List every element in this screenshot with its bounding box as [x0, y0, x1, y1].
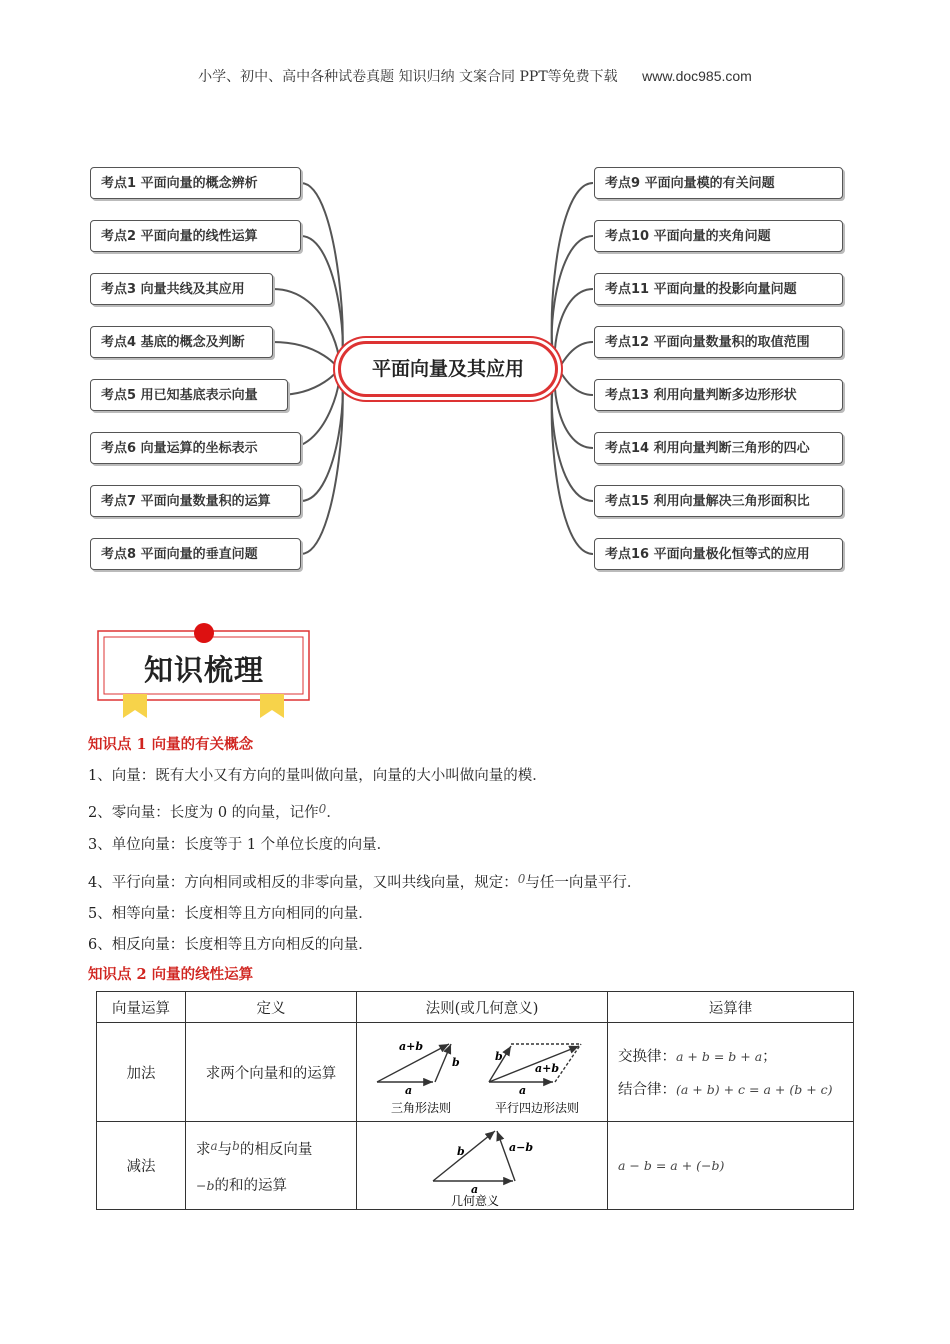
mindmap-node-left: 考点6 向量运算的坐标表示 — [90, 432, 301, 464]
def-text: 的相反向量 — [239, 1141, 313, 1158]
kp1-line-1: 1、向量：既有大小又有方向的量叫做向量，向量的大小叫做向量的模． — [88, 768, 547, 784]
law-commutative-label: 交换律： — [618, 1049, 676, 1065]
law-associative-label: 结合律： — [618, 1082, 676, 1098]
sub-label-amb: a−b — [509, 1140, 534, 1154]
header-url[interactable]: www.doc985.com — [642, 68, 752, 84]
kp1-line-3: 3、单位向量：长度等于 1 个单位长度的向量． — [88, 837, 392, 853]
ribbon-right-icon — [260, 694, 284, 718]
mindmap-node-right: 考点9 平面向量模的有关问题 — [594, 167, 843, 199]
subtraction-diagram — [357, 1123, 605, 1209]
law-subtraction: a − b = a + (−b) — [618, 1157, 725, 1173]
op-definition: 求两个向量和的运算 — [186, 1023, 357, 1122]
addition-figures — [357, 1023, 608, 1122]
mindmap-node-left: 考点8 平面向量的垂直问题 — [90, 538, 301, 570]
banner-title: 知识梳理 — [143, 653, 264, 687]
tri-label-a: a — [405, 1084, 413, 1097]
law-associative: (a + b) + c = a + (b + c) — [676, 1082, 833, 1097]
table-row-addition — [97, 1023, 854, 1122]
mindmap-node-left: 考点7 平面向量数量积的运算 — [90, 485, 301, 517]
par-caption: 平行四边形法则 — [495, 1101, 580, 1115]
addition-laws — [608, 1023, 854, 1122]
kp1-line-2 — [88, 801, 341, 822]
mindmap-node-left: 考点1 平面向量的概念辨析 — [90, 167, 301, 199]
mindmap-node-right: 考点14 利用向量判断三角形的四心 — [594, 432, 843, 464]
op-name: 减法 — [97, 1122, 186, 1210]
table-header: 法则(或几何意义) — [357, 992, 608, 1023]
tri-label-b: b — [452, 1056, 460, 1069]
kp1-line-2-end: ． — [326, 805, 341, 821]
def-var-a: a — [210, 1138, 218, 1153]
addition-diagram — [357, 1024, 605, 1120]
sub-label-a: a — [471, 1182, 479, 1196]
mindmap-node-right: 考点16 平面向量极化恒等式的应用 — [594, 538, 843, 570]
op-name: 加法 — [97, 1023, 186, 1122]
section-banner — [97, 622, 311, 722]
mindmap-node-left: 考点5 用已知基底表示向量 — [90, 379, 288, 411]
zero-vector-symbol: 0 — [517, 872, 526, 886]
vector-ops-table — [96, 991, 854, 1210]
kp1-line-5: 5、相等向量：长度相等且方向相同的向量． — [88, 906, 373, 922]
sub-caption: 几何意义 — [451, 1193, 500, 1208]
kp2-title: 知识点 2 向量的线性运算 — [88, 966, 254, 983]
zero-vector-symbol: 0 — [318, 802, 327, 816]
table-header-row — [97, 992, 854, 1023]
mindmap-node-right: 考点12 平面向量数量积的取值范围 — [594, 326, 843, 358]
kp1-line-4-text: 4、平行向量：方向相同或相反的非零向量，又叫共线向量，规定： — [88, 875, 518, 891]
banner-dot-icon — [194, 623, 214, 643]
subtraction-figure — [357, 1122, 608, 1210]
table-header: 运算律 — [608, 992, 854, 1023]
kp1-line-2-text: 2、零向量：长度为 0 的向量，记作 — [88, 805, 319, 821]
subtraction-law — [608, 1122, 854, 1210]
law-commutative-end: ； — [762, 1049, 777, 1065]
table-header: 向量运算 — [97, 992, 186, 1023]
mindmap-node-right: 考点11 平面向量的投影向量问题 — [594, 273, 843, 305]
table-row-subtraction — [97, 1122, 854, 1210]
def-text: 与 — [217, 1141, 233, 1158]
def-text: 求 — [196, 1141, 211, 1158]
kp1-title: 知识点 1 向量的有关概念 — [88, 736, 254, 753]
tri-caption: 三角形法则 — [391, 1101, 452, 1115]
sub-label-b: b — [457, 1144, 465, 1158]
ribbon-left-icon — [123, 694, 147, 718]
kp1-line-4-end: 与任一向量平行． — [525, 875, 642, 891]
op-definition — [186, 1122, 357, 1210]
mindmap-node-left: 考点2 平面向量的线性运算 — [90, 220, 301, 252]
mindmap-node-left: 考点3 向量共线及其应用 — [90, 273, 273, 305]
table-header: 定义 — [186, 992, 357, 1023]
mindmap-center: 平面向量及其应用 — [338, 341, 558, 397]
par-label-a: a — [519, 1084, 527, 1097]
law-commutative: a + b = b + a — [676, 1049, 763, 1064]
def-var-b: b — [232, 1138, 240, 1153]
mindmap-node-right: 考点10 平面向量的夹角问题 — [594, 220, 843, 252]
kp1-line-6: 6、相反向量：长度相等且方向相反的向量． — [88, 937, 373, 953]
par-label-b: b — [495, 1050, 503, 1063]
mindmap-node-right: 考点13 利用向量判断多边形形状 — [594, 379, 843, 411]
header-text: 小学、初中、高中各种试卷真题 知识归纳 文案合同 PPT等免费下载 — [198, 69, 618, 85]
mindmap-node-right: 考点15 利用向量解决三角形面积比 — [594, 485, 843, 517]
kp1-line-4 — [88, 871, 641, 892]
tri-label-ab: a+b — [399, 1040, 424, 1053]
def-var-neg-b: −b — [196, 1177, 215, 1193]
mindmap-node-left: 考点4 基底的概念及判断 — [90, 326, 273, 358]
par-label-ab: a+b — [535, 1062, 560, 1075]
def-text: 的和的运算 — [214, 1177, 287, 1194]
